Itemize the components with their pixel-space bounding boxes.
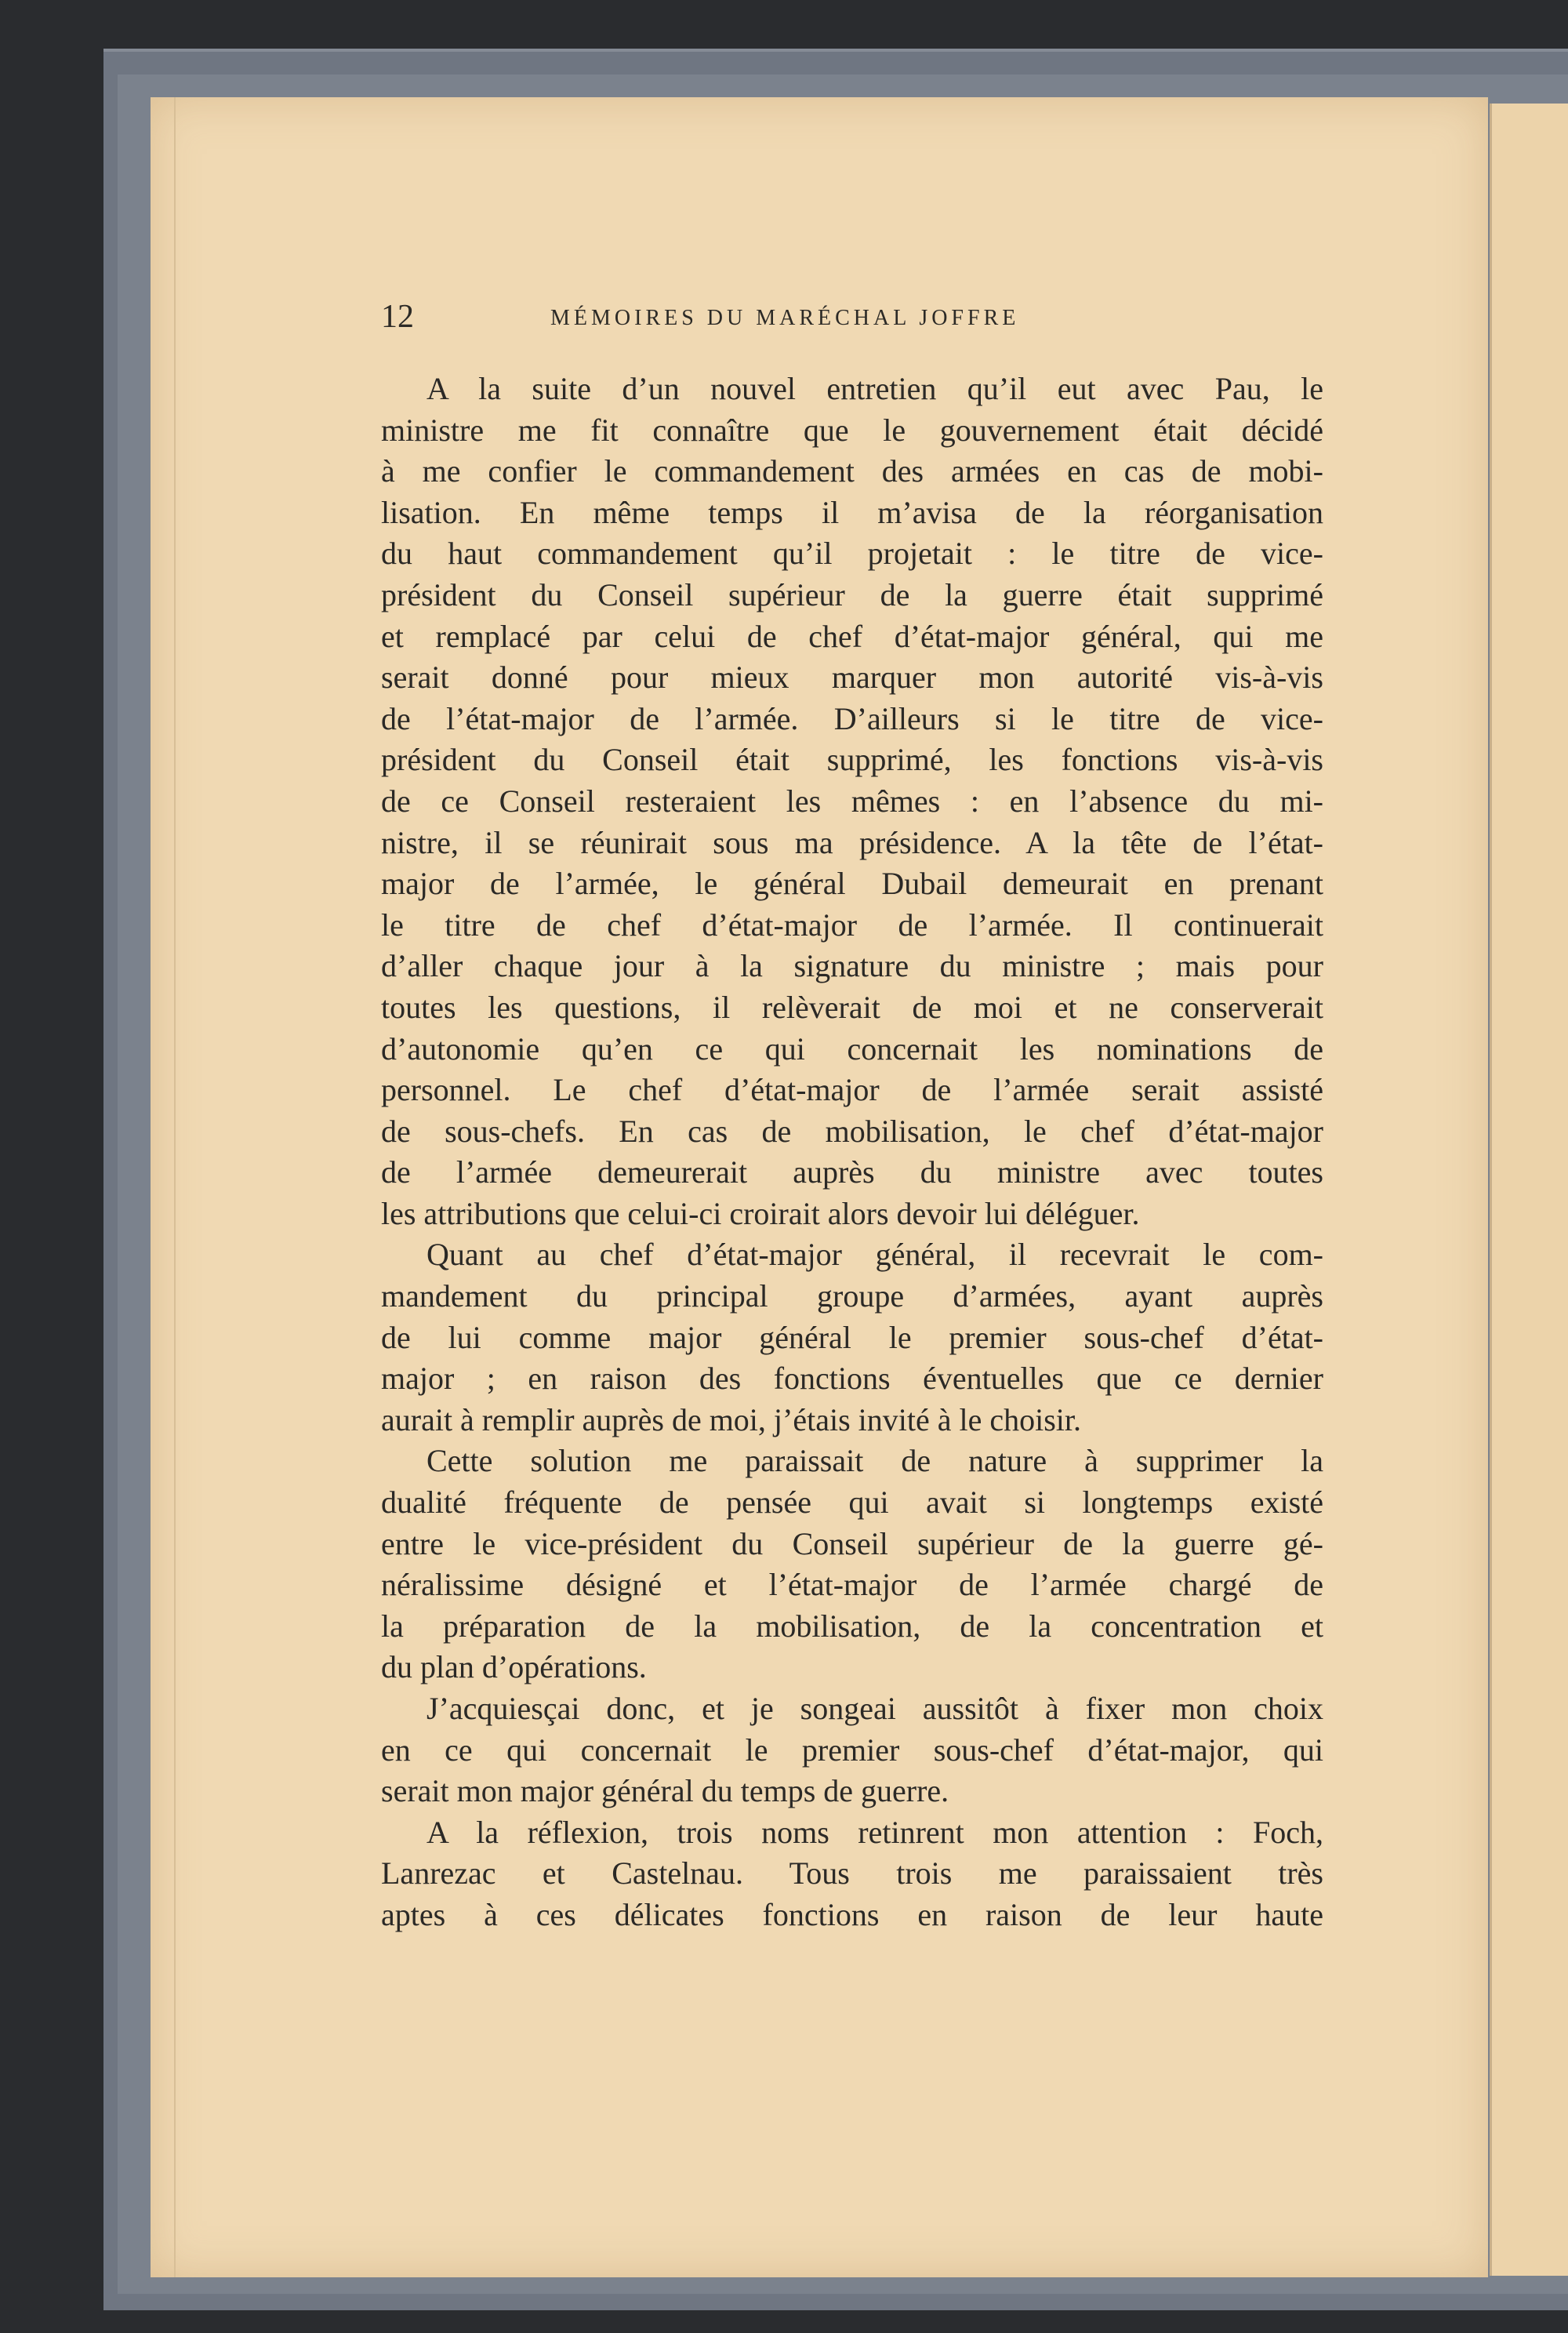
text-line: de l’armée demeurerait auprès du ministre avec toutes: [381, 1154, 1323, 1190]
page-number: 12: [381, 299, 414, 335]
text-line: dualité fréquente de pensée qui avait si longtemps existé: [381, 1484, 1323, 1521]
text-line: président du Conseil supérieur de la guerre était supprimé: [381, 576, 1323, 612]
text-line: J’acquiesçai donc, et je songeai aussitôt à fixer mon choix: [426, 1691, 1323, 1726]
paragraph: [381, 1441, 1323, 1688]
text-line: major de l’armée, le général Dubail demeurait en prenant: [381, 866, 1323, 902]
text-line: de ce Conseil resteraient les mêmes : en l’absence du mi-: [381, 783, 1323, 819]
text-line: et remplacé par celui de chef d’état-major général, qui me: [381, 618, 1323, 654]
text-line: personnel. Le chef d’état-major de l’armée serait assisté: [381, 1072, 1323, 1108]
text-line: de sous-chefs. En cas de mobilisation, le chef d’état-major: [381, 1113, 1323, 1149]
text-line: aurait à remplir auprès de moi, j’étais invité à le choisir.: [381, 1401, 1082, 1437]
text-line: toutes les questions, il relèverait de moi et ne conserverait: [381, 989, 1323, 1025]
text-line: major ; en raison des fonctions éventuelles que ce dernier: [381, 1361, 1323, 1397]
text-line: du plan d’opérations.: [381, 1649, 647, 1685]
text-line: mandement du principal groupe d’armées, ayant auprès: [381, 1278, 1323, 1314]
text-line: d’aller chaque jour à la signature du ministre ; mais pour: [381, 948, 1323, 984]
paragraph: [381, 369, 1323, 1234]
text-line: Cette solution me paraissait de nature à supprimer la: [426, 1443, 1323, 1479]
text-line: de lui comme major général le premier sous-chef d’état-: [381, 1319, 1323, 1355]
text-line: serait donné pour mieux marquer mon autorité vis-à-vis: [381, 660, 1323, 696]
text-line: président du Conseil était supprimé, les fonctions vis-à-vis: [381, 742, 1323, 778]
text-line: d’autonomie qu’en ce qui concernait les nominations de: [381, 1030, 1323, 1067]
text-line: les attributions que celui-ci croirait alors devoir lui déléguer.: [381, 1195, 1140, 1231]
text-line: entre le vice-président du Conseil supérieur de la guerre gé-: [381, 1525, 1323, 1561]
facing-page-edge: [1490, 104, 1568, 2276]
text-line: A la suite d’un nouvel entretien qu’il eut avec Pau, le: [426, 371, 1323, 406]
page-header: [381, 298, 1322, 345]
text-line: serait mon major général du temps de guerre.: [381, 1773, 949, 1809]
text-line: aptes à ces délicates fonctions en raison de leur haute: [381, 1896, 1323, 1932]
text-line: à me confier le commandement des armées en cas de mobi-: [381, 453, 1323, 489]
running-title: MÉMOIRES DU MARÉCHAL JOFFRE: [550, 306, 1020, 330]
text-line: A la réflexion, trois noms retinrent mon attention : Foch,: [426, 1814, 1323, 1850]
paragraph: [381, 1234, 1323, 1441]
text-line: ministre me fit connaître que le gouvernement était décidé: [381, 412, 1323, 448]
text-line: en ce qui concernait le premier sous-chef d’état-major, qui: [381, 1732, 1323, 1768]
text-line: le titre de chef d’état-major de l’armée. Il continuerait: [381, 907, 1323, 943]
text-line: lisation. En même temps il m’avisa de la réorganisation: [381, 494, 1323, 530]
paragraph: [381, 1812, 1323, 1936]
page-gutter-line: [174, 97, 176, 2277]
text-line: néralissime désigné et l’état-major de l’armée chargé de: [381, 1567, 1323, 1603]
text-line: du haut commandement qu’il projetait : le titre de vice-: [381, 536, 1323, 572]
text-line: de l’état-major de l’armée. D’ailleurs si le titre de vice-: [381, 700, 1323, 736]
text-line: la préparation de la mobilisation, de la concentration et: [381, 1608, 1323, 1644]
paragraph: [381, 1688, 1323, 1812]
page-body-text: [381, 369, 1323, 1936]
text-line: Lanrezac et Castelnau. Tous trois me paraissaient très: [381, 1855, 1323, 1891]
text-line: nistre, il se réunirait sous ma présidence. A la tête de l’état-: [381, 824, 1323, 860]
text-line: Quant au chef d’état-major général, il recevrait le com-: [426, 1237, 1323, 1273]
